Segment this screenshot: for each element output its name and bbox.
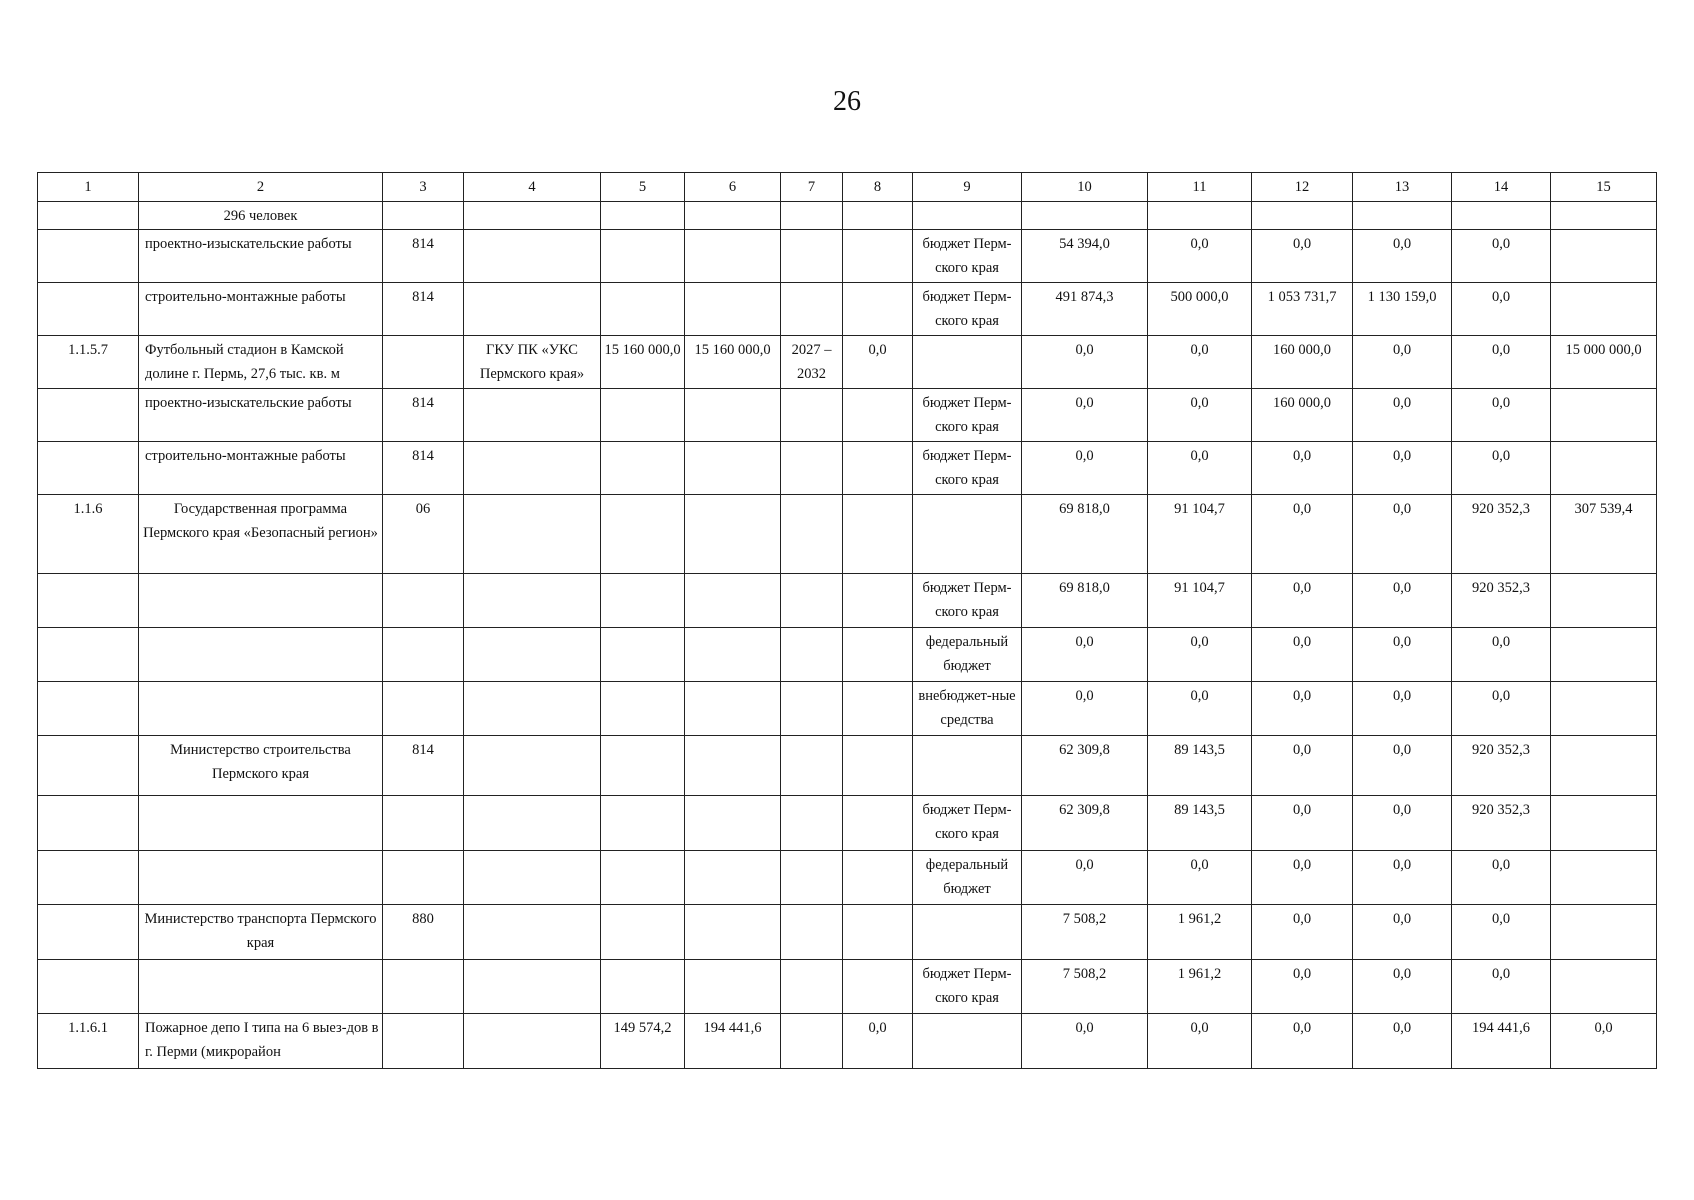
table-cell-col-14: 920 352,3	[1452, 574, 1551, 628]
table-cell-col-12: 0,0	[1252, 495, 1353, 574]
table-cell-col-1	[38, 851, 139, 905]
table-cell-col-11: 91 104,7	[1148, 574, 1252, 628]
table-cell-col-1: 1.1.6.1	[38, 1014, 139, 1069]
table-cell-col-3	[383, 336, 464, 389]
table-cell-col-4	[464, 628, 601, 682]
table-cell-col-6	[685, 389, 781, 442]
table-cell-col-4	[464, 389, 601, 442]
table-cell-col-12: 160 000,0	[1252, 389, 1353, 442]
table-cell-col-5	[601, 495, 685, 574]
column-header-14: 14	[1452, 173, 1551, 202]
table-cell-col-3	[383, 960, 464, 1014]
table-cell-col-5	[601, 202, 685, 230]
table-cell-col-9: бюджет Перм-ского края	[913, 574, 1022, 628]
table-cell-col-13: 0,0	[1353, 682, 1452, 736]
table-cell-col-15	[1551, 389, 1657, 442]
table-cell-col-9: бюджет Перм-ского края	[913, 389, 1022, 442]
table-cell-col-7	[781, 442, 843, 495]
table-cell-col-10: 0,0	[1022, 682, 1148, 736]
table-cell-col-11: 0,0	[1148, 1014, 1252, 1069]
table-row	[38, 442, 1657, 495]
table-cell-col-10: 0,0	[1022, 851, 1148, 905]
table-cell-col-2: Министерство строительства Пермского края	[139, 736, 383, 796]
table-cell-col-13: 0,0	[1353, 442, 1452, 495]
table-cell-col-6	[685, 230, 781, 283]
table-cell-col-3	[383, 1014, 464, 1069]
table-cell-col-1	[38, 230, 139, 283]
table-cell-col-6: 15 160 000,0	[685, 336, 781, 389]
table-cell-col-10	[1022, 202, 1148, 230]
table-cell-col-5	[601, 851, 685, 905]
column-header-13: 13	[1353, 173, 1452, 202]
table-cell-col-6	[685, 628, 781, 682]
table-cell-col-10: 69 818,0	[1022, 574, 1148, 628]
table-cell-col-6: 194 441,6	[685, 1014, 781, 1069]
table-cell-col-15	[1551, 851, 1657, 905]
column-header-5: 5	[601, 173, 685, 202]
table-cell-col-12: 0,0	[1252, 796, 1353, 851]
table-cell-col-3: 814	[383, 442, 464, 495]
table-cell-col-1	[38, 389, 139, 442]
table-cell-col-13: 0,0	[1353, 336, 1452, 389]
table-cell-col-1	[38, 796, 139, 851]
table-cell-col-5	[601, 960, 685, 1014]
table-cell-col-6	[685, 960, 781, 1014]
table-cell-col-2: строительно-монтажные работы	[139, 442, 383, 495]
table-cell-col-10: 7 508,2	[1022, 905, 1148, 960]
table-cell-col-4	[464, 905, 601, 960]
column-header-4: 4	[464, 173, 601, 202]
table-cell-col-7	[781, 905, 843, 960]
table-cell-col-8	[843, 851, 913, 905]
table-row	[38, 574, 1657, 628]
table-cell-col-9: бюджет Перм-ского края	[913, 442, 1022, 495]
column-header-2: 2	[139, 173, 383, 202]
table-cell-col-6	[685, 851, 781, 905]
table-cell-col-7	[781, 1014, 843, 1069]
table-cell-col-5	[601, 442, 685, 495]
table-cell-col-13: 1 130 159,0	[1353, 283, 1452, 336]
table-cell-col-5	[601, 628, 685, 682]
table-cell-col-4	[464, 682, 601, 736]
table-cell-col-2: проектно-изыскательские работы	[139, 230, 383, 283]
table-cell-col-8	[843, 202, 913, 230]
table-cell-col-10: 62 309,8	[1022, 796, 1148, 851]
table-cell-col-1: 1.1.6	[38, 495, 139, 574]
table-cell-col-3	[383, 796, 464, 851]
table-cell-col-14: 0,0	[1452, 905, 1551, 960]
table-cell-col-12: 0,0	[1252, 905, 1353, 960]
table-cell-col-3: 814	[383, 736, 464, 796]
table-cell-col-10: 7 508,2	[1022, 960, 1148, 1014]
table-cell-col-3: 06	[383, 495, 464, 574]
table-cell-col-10: 0,0	[1022, 628, 1148, 682]
table-cell-col-1	[38, 736, 139, 796]
table-row	[38, 628, 1657, 682]
table-cell-col-15	[1551, 628, 1657, 682]
table-cell-col-4	[464, 851, 601, 905]
table-cell-col-14: 0,0	[1452, 682, 1551, 736]
table-cell-col-15	[1551, 796, 1657, 851]
table-cell-col-10: 0,0	[1022, 389, 1148, 442]
table-cell-col-8	[843, 628, 913, 682]
table-cell-col-1	[38, 682, 139, 736]
table-cell-col-14: 0,0	[1452, 442, 1551, 495]
table-cell-col-2: 296 человек	[139, 202, 383, 230]
table-cell-col-6	[685, 682, 781, 736]
table-cell-col-8: 0,0	[843, 1014, 913, 1069]
table-cell-col-2	[139, 682, 383, 736]
table-cell-col-9	[913, 1014, 1022, 1069]
table-cell-col-7	[781, 628, 843, 682]
table-cell-col-4	[464, 1014, 601, 1069]
table-cell-col-12: 0,0	[1252, 736, 1353, 796]
table-cell-col-14: 920 352,3	[1452, 796, 1551, 851]
table-cell-col-5	[601, 574, 685, 628]
table-cell-col-14: 0,0	[1452, 960, 1551, 1014]
table-row	[38, 202, 1657, 230]
table-cell-col-8	[843, 905, 913, 960]
table-cell-col-12: 160 000,0	[1252, 336, 1353, 389]
table-cell-col-5	[601, 389, 685, 442]
table-cell-col-10: 0,0	[1022, 336, 1148, 389]
table-cell-col-15	[1551, 682, 1657, 736]
table-cell-col-6	[685, 574, 781, 628]
table-cell-col-1	[38, 202, 139, 230]
table-cell-col-11: 89 143,5	[1148, 736, 1252, 796]
table-cell-col-7	[781, 736, 843, 796]
table-cell-col-10: 54 394,0	[1022, 230, 1148, 283]
table-cell-col-7	[781, 495, 843, 574]
table-cell-col-10: 491 874,3	[1022, 283, 1148, 336]
table-cell-col-3: 814	[383, 230, 464, 283]
table-cell-col-7	[781, 796, 843, 851]
table-cell-col-9	[913, 202, 1022, 230]
table-cell-col-13: 0,0	[1353, 574, 1452, 628]
table-cell-col-5: 15 160 000,0	[601, 336, 685, 389]
table-cell-col-5	[601, 682, 685, 736]
table-cell-col-10: 69 818,0	[1022, 495, 1148, 574]
table-cell-col-10: 0,0	[1022, 442, 1148, 495]
table-cell-col-3: 814	[383, 389, 464, 442]
table-cell-col-14	[1452, 202, 1551, 230]
table-cell-col-7	[781, 574, 843, 628]
table-cell-col-11: 1 961,2	[1148, 905, 1252, 960]
table-cell-col-2: Футбольный стадион в Камской долине г. Пермь, 27,6 тыс. кв. м	[139, 336, 383, 389]
table-cell-col-8	[843, 283, 913, 336]
table-cell-col-14: 0,0	[1452, 230, 1551, 283]
table-cell-col-11: 0,0	[1148, 389, 1252, 442]
column-header-8: 8	[843, 173, 913, 202]
table-cell-col-14: 920 352,3	[1452, 495, 1551, 574]
column-header-11: 11	[1148, 173, 1252, 202]
column-header-12: 12	[1252, 173, 1353, 202]
table-cell-col-11	[1148, 202, 1252, 230]
table-row	[38, 230, 1657, 283]
table-cell-col-15	[1551, 960, 1657, 1014]
table-cell-col-12: 0,0	[1252, 230, 1353, 283]
table-cell-col-14: 0,0	[1452, 336, 1551, 389]
table-cell-col-4	[464, 283, 601, 336]
table-row	[38, 796, 1657, 851]
table-cell-col-4	[464, 495, 601, 574]
table-cell-col-2	[139, 796, 383, 851]
table-cell-col-15	[1551, 574, 1657, 628]
table-cell-col-4	[464, 736, 601, 796]
table-cell-col-3	[383, 202, 464, 230]
table-cell-col-8	[843, 682, 913, 736]
table-cell-col-12	[1252, 202, 1353, 230]
table-cell-col-13: 0,0	[1353, 851, 1452, 905]
table-cell-col-13: 0,0	[1353, 905, 1452, 960]
table-cell-col-9: внебюджет-ные средства	[913, 682, 1022, 736]
table-cell-col-7	[781, 202, 843, 230]
table-cell-col-15	[1551, 283, 1657, 336]
table-cell-col-15: 15 000 000,0	[1551, 336, 1657, 389]
table-cell-col-1	[38, 960, 139, 1014]
header-row	[38, 173, 1657, 202]
table-cell-col-11: 0,0	[1148, 442, 1252, 495]
table-body	[38, 173, 1657, 1069]
table-cell-col-12: 0,0	[1252, 960, 1353, 1014]
table-cell-col-5	[601, 283, 685, 336]
table-cell-col-9: федеральный бюджет	[913, 851, 1022, 905]
table-cell-col-4	[464, 230, 601, 283]
table-cell-col-8	[843, 230, 913, 283]
table-cell-col-8	[843, 442, 913, 495]
table-cell-col-13: 0,0	[1353, 796, 1452, 851]
table-cell-col-15	[1551, 230, 1657, 283]
table-row	[38, 389, 1657, 442]
budget-table	[37, 172, 1657, 1069]
table-row	[38, 1014, 1657, 1069]
table-cell-col-12: 0,0	[1252, 628, 1353, 682]
table-cell-col-11: 0,0	[1148, 336, 1252, 389]
table-cell-col-6	[685, 736, 781, 796]
table-cell-col-6	[685, 905, 781, 960]
table-cell-col-7	[781, 851, 843, 905]
table-row	[38, 905, 1657, 960]
table-cell-col-6	[685, 796, 781, 851]
table-cell-col-7: 2027 – 2032	[781, 336, 843, 389]
table-cell-col-2: Государственная программа Пермского края «Безопасный регион»	[139, 495, 383, 574]
table-cell-col-14: 0,0	[1452, 283, 1551, 336]
table-cell-col-9: бюджет Перм-ского края	[913, 796, 1022, 851]
table-cell-col-12: 0,0	[1252, 851, 1353, 905]
table-cell-col-12: 1 053 731,7	[1252, 283, 1353, 336]
table-cell-col-4	[464, 442, 601, 495]
table-cell-col-8	[843, 495, 913, 574]
page-number: 26	[833, 86, 861, 117]
table-cell-col-11: 0,0	[1148, 682, 1252, 736]
table-cell-col-11: 91 104,7	[1148, 495, 1252, 574]
table-row	[38, 495, 1657, 574]
table-cell-col-4	[464, 202, 601, 230]
table-cell-col-9: бюджет Перм-ского края	[913, 283, 1022, 336]
table-cell-col-9	[913, 495, 1022, 574]
table-cell-col-2: проектно-изыскательские работы	[139, 389, 383, 442]
table-cell-col-15	[1551, 202, 1657, 230]
table-cell-col-11: 89 143,5	[1148, 796, 1252, 851]
table-row	[38, 960, 1657, 1014]
table-cell-col-4: ГКУ ПК «УКС Пермского края»	[464, 336, 601, 389]
table-cell-col-5	[601, 736, 685, 796]
table-cell-col-9: федеральный бюджет	[913, 628, 1022, 682]
table-cell-col-12: 0,0	[1252, 1014, 1353, 1069]
table-cell-col-13: 0,0	[1353, 1014, 1452, 1069]
table-cell-col-6	[685, 202, 781, 230]
table-cell-col-13: 0,0	[1353, 230, 1452, 283]
table-cell-col-13: 0,0	[1353, 628, 1452, 682]
table-cell-col-14: 0,0	[1452, 628, 1551, 682]
table-cell-col-8	[843, 389, 913, 442]
table-cell-col-9	[913, 736, 1022, 796]
table-cell-col-14: 194 441,6	[1452, 1014, 1551, 1069]
table-cell-col-8: 0,0	[843, 336, 913, 389]
table-cell-col-13: 0,0	[1353, 736, 1452, 796]
table-cell-col-11: 0,0	[1148, 851, 1252, 905]
table-cell-col-14: 920 352,3	[1452, 736, 1551, 796]
table-cell-col-3	[383, 851, 464, 905]
table-cell-col-5	[601, 230, 685, 283]
table-cell-col-15	[1551, 736, 1657, 796]
table-row	[38, 336, 1657, 389]
table-cell-col-15: 307 539,4	[1551, 495, 1657, 574]
table-cell-col-12: 0,0	[1252, 442, 1353, 495]
table-cell-col-6	[685, 442, 781, 495]
table-cell-col-8	[843, 574, 913, 628]
table-cell-col-9	[913, 336, 1022, 389]
table-cell-col-7	[781, 230, 843, 283]
table-cell-col-11: 1 961,2	[1148, 960, 1252, 1014]
table-cell-col-13	[1353, 202, 1452, 230]
table-row	[38, 736, 1657, 796]
table-cell-col-5	[601, 796, 685, 851]
table-cell-col-15: 0,0	[1551, 1014, 1657, 1069]
table-cell-col-11: 0,0	[1148, 628, 1252, 682]
table-cell-col-1	[38, 628, 139, 682]
column-header-6: 6	[685, 173, 781, 202]
table-cell-col-7	[781, 682, 843, 736]
table-cell-col-11: 500 000,0	[1148, 283, 1252, 336]
table-cell-col-5: 149 574,2	[601, 1014, 685, 1069]
table-cell-col-2	[139, 628, 383, 682]
table-cell-col-1	[38, 442, 139, 495]
column-header-9: 9	[913, 173, 1022, 202]
table-cell-col-4	[464, 960, 601, 1014]
table-cell-col-3	[383, 628, 464, 682]
table-cell-col-1: 1.1.5.7	[38, 336, 139, 389]
table-cell-col-3	[383, 574, 464, 628]
table-cell-col-15	[1551, 905, 1657, 960]
column-header-3: 3	[383, 173, 464, 202]
table-cell-col-3: 814	[383, 283, 464, 336]
column-header-10: 10	[1022, 173, 1148, 202]
table-cell-col-6	[685, 283, 781, 336]
table-cell-col-8	[843, 796, 913, 851]
table-cell-col-2: Министерство транспорта Пермского края	[139, 905, 383, 960]
table-cell-col-2: Пожарное депо I типа на 6 выез-дов в г. Перми (микрорайон	[139, 1014, 383, 1069]
table-cell-col-13: 0,0	[1353, 495, 1452, 574]
table-cell-col-6	[685, 495, 781, 574]
table-cell-col-8	[843, 960, 913, 1014]
table-row	[38, 851, 1657, 905]
table-cell-col-5	[601, 905, 685, 960]
table-cell-col-9: бюджет Перм-ского края	[913, 960, 1022, 1014]
table-cell-col-13: 0,0	[1353, 960, 1452, 1014]
column-header-1: 1	[38, 173, 139, 202]
table-cell-col-14: 0,0	[1452, 851, 1551, 905]
table-cell-col-10: 0,0	[1022, 1014, 1148, 1069]
table-cell-col-7	[781, 389, 843, 442]
table-cell-col-7	[781, 960, 843, 1014]
table-cell-col-13: 0,0	[1353, 389, 1452, 442]
table-cell-col-2	[139, 574, 383, 628]
table-cell-col-9	[913, 905, 1022, 960]
table-cell-col-8	[843, 736, 913, 796]
table-cell-col-12: 0,0	[1252, 682, 1353, 736]
table-cell-col-10: 62 309,8	[1022, 736, 1148, 796]
table-cell-col-3	[383, 682, 464, 736]
table-cell-col-11: 0,0	[1148, 230, 1252, 283]
table-cell-col-4	[464, 796, 601, 851]
table-row	[38, 682, 1657, 736]
table-cell-col-9: бюджет Перм-ского края	[913, 230, 1022, 283]
table-cell-col-15	[1551, 442, 1657, 495]
table-cell-col-14: 0,0	[1452, 389, 1551, 442]
table-cell-col-1	[38, 905, 139, 960]
table-row	[38, 283, 1657, 336]
table-cell-col-4	[464, 574, 601, 628]
table-cell-col-7	[781, 283, 843, 336]
table-cell-col-2	[139, 851, 383, 905]
column-header-15: 15	[1551, 173, 1657, 202]
table-cell-col-12: 0,0	[1252, 574, 1353, 628]
table-cell-col-2: строительно-монтажные работы	[139, 283, 383, 336]
column-header-7: 7	[781, 173, 843, 202]
table-cell-col-3: 880	[383, 905, 464, 960]
table-cell-col-2	[139, 960, 383, 1014]
table-cell-col-1	[38, 574, 139, 628]
table-cell-col-1	[38, 283, 139, 336]
